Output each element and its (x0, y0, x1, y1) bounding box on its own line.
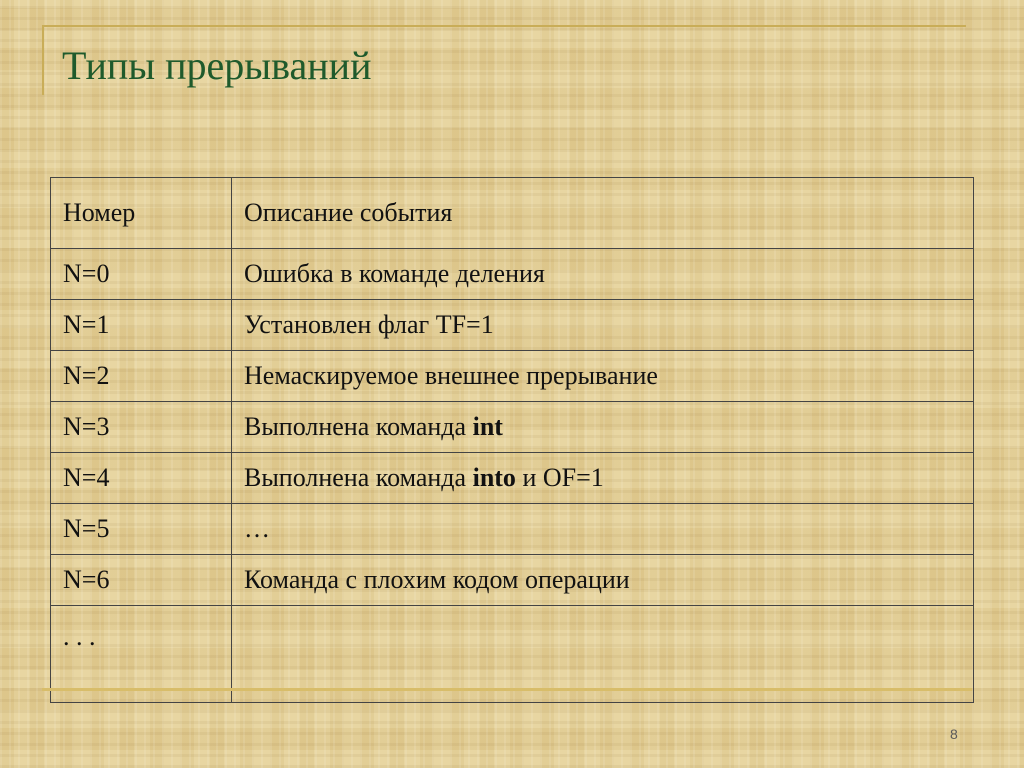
table-header-row (51, 178, 974, 249)
header-number: Номер (51, 178, 232, 249)
row-number: N=5 (51, 504, 232, 555)
description-text: Выполнена команда (244, 412, 473, 441)
bottom-decor-line (42, 688, 972, 691)
row-number: . . . (51, 606, 232, 703)
table-row (51, 300, 974, 351)
description-text: Выполнена команда (244, 463, 473, 492)
row-number: N=3 (51, 402, 232, 453)
table-row (51, 504, 974, 555)
table-row (51, 453, 974, 504)
row-description: … (232, 504, 974, 555)
slide-title: Типы прерываний (62, 43, 372, 88)
row-description (232, 402, 974, 453)
row-description: Ошибка в команде деления (232, 249, 974, 300)
row-number: N=6 (51, 555, 232, 606)
left-decor-line (42, 25, 44, 95)
table-row (51, 402, 974, 453)
row-description: Установлен флаг TF=1 (232, 300, 974, 351)
row-description: Команда с плохим кодом операции (232, 555, 974, 606)
header-description: Описание события (232, 178, 974, 249)
row-number: N=0 (51, 249, 232, 300)
row-description: Немаскируемое внешнее прерывание (232, 351, 974, 402)
command-keyword: int (472, 412, 503, 441)
row-number: N=4 (51, 453, 232, 504)
description-suffix: и OF=1 (515, 463, 604, 492)
page-number: 8 (950, 726, 958, 742)
table-row (51, 555, 974, 606)
table-row (51, 351, 974, 402)
top-decor-line (42, 25, 966, 27)
table-row (51, 249, 974, 300)
command-keyword: into (472, 463, 516, 492)
row-description (232, 453, 974, 504)
interrupt-types-table (50, 177, 974, 703)
row-number: N=2 (51, 351, 232, 402)
row-number: N=1 (51, 300, 232, 351)
